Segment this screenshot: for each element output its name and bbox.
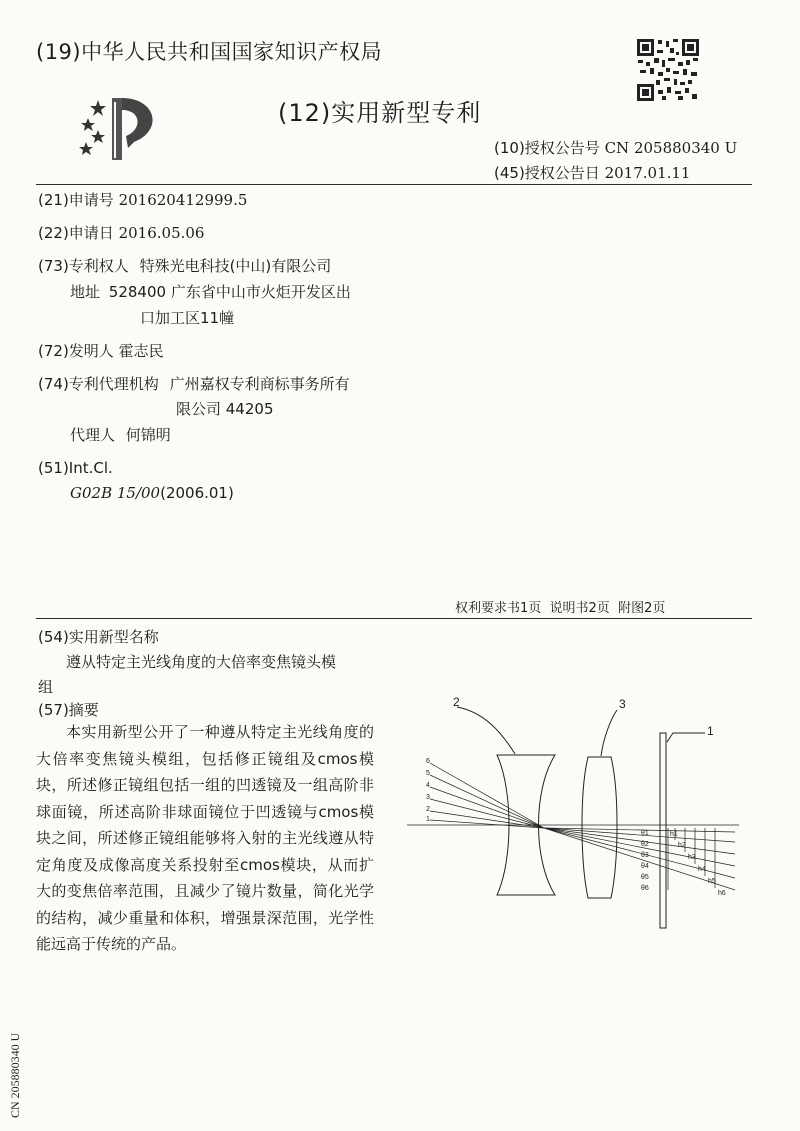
inventor-row xyxy=(38,342,164,360)
agency-row xyxy=(38,375,350,393)
address-label: 地址 xyxy=(70,283,101,301)
application-number-row xyxy=(38,191,247,209)
counts-divider xyxy=(36,618,752,619)
address-row xyxy=(70,283,351,301)
header-divider xyxy=(36,184,752,185)
ray-label: 3 xyxy=(426,794,430,801)
agency-line2: 限公司 44205 xyxy=(176,400,274,418)
abstract-label: (57)摘要 xyxy=(38,701,99,719)
publication-date-label: (45)授权公告日 xyxy=(494,164,600,182)
part-label-2: 2 xyxy=(453,695,460,709)
agency-label: (74)专利代理机构 xyxy=(38,375,159,393)
publication-date-row xyxy=(494,162,690,183)
inventor-label: (72)发明人 xyxy=(38,342,114,360)
patentee: 特殊光电科技(中山)有限公司 xyxy=(139,257,332,275)
qr-code-icon xyxy=(636,38,700,102)
ray-label: 1 xyxy=(426,816,430,823)
angle-label: θ6 xyxy=(641,885,649,892)
page-counts: 权利要求书1页 说明书2页 附图2页 xyxy=(455,601,666,616)
abstract-text: 本实用新型公开了一种遵从特定主光线角度的大倍率变焦镜头模组，包括修正镜组及cmos模块，所述修正镜组包括一组的凹透镜及一组高阶非球面镜，所述高阶非球面镜位于凹透镜与cmos模块之间，所述修正镜组能够将入射的主光线遵从特定角度及成像高度关系投射至cmos模块，从而扩大的变焦倍率范围，且减少了镜片数量，简化光学的结构，减少重量和体积，增强景深范围，光学性能远高于传统的产品。 xyxy=(36,723,374,953)
application-date-row xyxy=(38,224,204,242)
ray-label: 5 xyxy=(426,770,430,777)
side-publication-number: CN 205880340 U xyxy=(8,1032,22,1118)
inventor: 霍志民 xyxy=(118,342,164,360)
ipc-label: (51)Int.Cl. xyxy=(38,459,113,477)
angle-label: θ5 xyxy=(641,874,649,881)
address-line2: 口加工区11幢 xyxy=(140,309,235,327)
address-line1: 528400 广东省中山市火炬开发区出 xyxy=(108,283,351,301)
agency-line1: 广州嘉权专利商标事务所有 xyxy=(169,375,350,393)
height-label: h4 xyxy=(698,866,706,873)
application-date-label: (22)申请日 xyxy=(38,224,114,242)
height-label: h5 xyxy=(708,878,716,885)
application-number-label: (21)申请号 xyxy=(38,191,114,209)
optical-diagram xyxy=(405,690,745,940)
title-line1: 遵从特定主光线角度的大倍率变焦镜头模 xyxy=(66,653,337,671)
height-label: h2 xyxy=(678,842,686,849)
ipc-date: (2006.01) xyxy=(160,484,234,502)
ray-label: 4 xyxy=(426,782,430,789)
title-label: (54)实用新型名称 xyxy=(38,628,159,646)
angle-label: θ2 xyxy=(641,841,649,848)
ipc-code: G02B 15/00 xyxy=(70,484,161,502)
patentee-row xyxy=(38,257,331,275)
application-number: 201620412999.5 xyxy=(118,191,248,209)
patentee-label: (73)专利权人 xyxy=(38,257,129,275)
part-label-1: 1 xyxy=(707,724,714,738)
ray-label: 2 xyxy=(426,806,430,813)
angle-label: θ1 xyxy=(641,830,649,837)
agent-label: 代理人 xyxy=(70,426,116,444)
publication-number-label: (10)授权公告号 xyxy=(494,139,600,157)
cnipa-logo-icon xyxy=(76,90,166,165)
title-line2: 组 xyxy=(38,678,54,696)
ray-label: 6 xyxy=(426,758,430,765)
angle-label: θ3 xyxy=(641,852,649,859)
publication-number-row xyxy=(494,137,737,158)
agent-row xyxy=(70,426,171,444)
office-name: (19)中华人民共和国国家知识产权局 xyxy=(36,40,383,64)
part-label-3: 3 xyxy=(619,697,626,711)
application-date: 2016.05.06 xyxy=(118,224,205,242)
publication-number: CN 205880340 U xyxy=(604,139,738,157)
height-label: h3 xyxy=(688,854,696,861)
angle-label: θ4 xyxy=(641,863,649,870)
height-label: h6 xyxy=(718,890,726,897)
agent: 何锦明 xyxy=(125,426,171,444)
document-type: (12)实用新型专利 xyxy=(278,99,482,127)
height-label: h1 xyxy=(670,831,678,838)
publication-date: 2017.01.11 xyxy=(604,164,691,182)
ipc-row xyxy=(70,484,234,502)
